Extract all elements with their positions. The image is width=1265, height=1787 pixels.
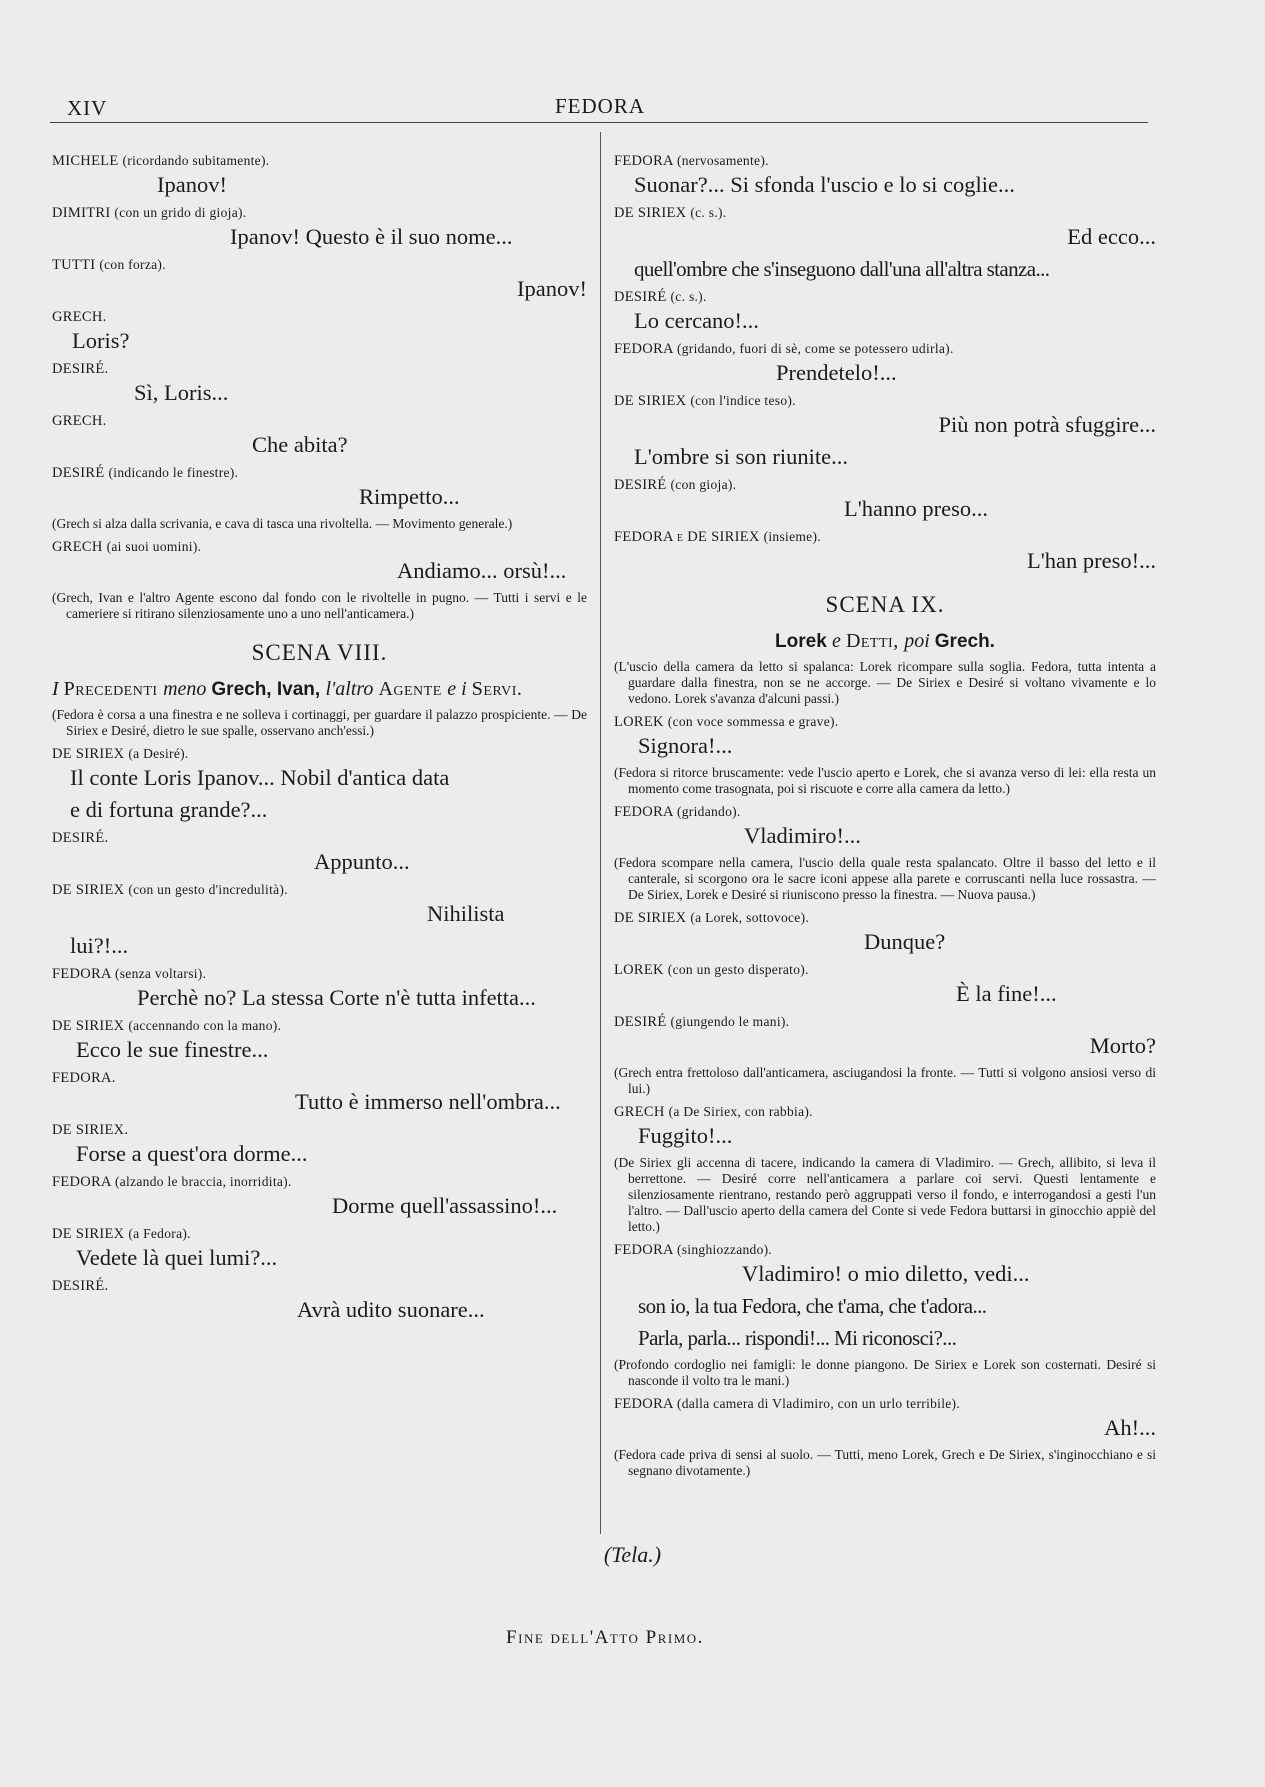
header-rule [50, 122, 1148, 123]
speaker-name: DESIRÉ [52, 465, 105, 481]
cast-part: meno [163, 678, 212, 700]
verse-line: Prendetelo!... [776, 360, 897, 385]
speaker-name: DE SIRIEX [614, 393, 687, 409]
speaker-line [52, 1121, 587, 1139]
speaker-name: DE SIRIEX [614, 205, 687, 221]
stage-direction-inline: (con un gesto disperato). [667, 962, 809, 977]
speaker-name: GRECH. [52, 309, 107, 325]
cast-part: Detti, [845, 630, 905, 652]
speaker-name: FEDORA [52, 1174, 112, 1190]
stage-direction-inline: (a Lorek, sottovoce). [690, 910, 810, 925]
stage-direction-inline: (giungendo le mani). [670, 1014, 790, 1029]
scene-heading: SCENA VIII. [251, 640, 388, 665]
verse-line: Vladimiro! o mio diletto, vedi... [742, 1261, 1030, 1286]
speaker-line [614, 1013, 1156, 1031]
stage-direction: (Grech, Ivan e l'altro Agente escono dal fondo con le rivoltelle in pugno. — Tutti i servi e le cameriere si ritirano silenziosamente uno a uno nell'anticamera.) [52, 590, 587, 621]
verse-line: Ah!... [1104, 1415, 1156, 1440]
speaker-line [52, 360, 587, 378]
verse-line: Ipanov! [157, 172, 227, 197]
verse-line: Appunto... [314, 849, 410, 874]
speaker-line [52, 152, 587, 170]
verse-line: L'ombre si son riunite... [634, 444, 849, 469]
speaker-line [614, 961, 1156, 979]
speaker-line [614, 152, 1156, 170]
cast-part: Grech, Ivan, [211, 679, 326, 700]
speaker-line [52, 881, 587, 899]
stage-direction-inline: (con gioja). [670, 477, 737, 492]
speaker-line [52, 1017, 587, 1035]
speaker-name: DIMITRI [52, 205, 111, 221]
speaker-name: DE SIRIEX [614, 910, 687, 926]
speaker-line [614, 204, 1156, 222]
speaker-line [614, 392, 1156, 410]
stage-direction-inline: (ricordando subitamente). [122, 153, 270, 168]
speaker-line [52, 308, 587, 326]
speaker-name: LOREK [614, 962, 664, 978]
stage-direction-inline: (insieme). [763, 529, 821, 544]
stage-direction-inline: (nervosamente). [676, 153, 769, 168]
stage-direction-inline: (dalla camera di Vladimiro, con un urlo terribile). [676, 1396, 961, 1411]
scene-cast [52, 678, 587, 701]
speaker-line [52, 1069, 587, 1087]
cast-part: I [52, 678, 64, 700]
speaker-line [52, 829, 587, 847]
verse-line: Tutto è immerso nell'ombra... [295, 1089, 561, 1114]
cast-part: Lorek [775, 631, 833, 652]
verse-line: e di fortuna grande?... [70, 797, 268, 822]
verse-line: Ed ecco... [1067, 224, 1156, 249]
stage-direction-inline: (con forza). [99, 257, 166, 272]
speaker-name: FEDORA [614, 804, 674, 820]
cast-part: poi [904, 630, 935, 652]
stage-direction-inline: (alzando le braccia, inorridita). [114, 1174, 292, 1189]
stage-direction: (Fedora scompare nella camera, l'uscio della quale resta spalancato. Oltre il basso del letto e il canterale, si scorgono ora le sacre iconi appese alla parete e corruscanti nella luce rossastra. — De Siriex, Lorek e Desiré si riuniscono presso la finestra. — Nuova pausa.) [614, 855, 1156, 902]
speaker-name: DESIRÉ [614, 289, 667, 305]
speaker-line [614, 1395, 1156, 1413]
column-divider [600, 132, 601, 1534]
speaker-name: FEDORA [614, 153, 674, 169]
verse-line: Parla, parla... rispondi!... Mi riconosci?... [638, 1326, 957, 1350]
speaker-name: FEDORA [614, 1396, 674, 1412]
verse-line: son io, la tua Fedora, che t'ama, che t'adora... [638, 1294, 987, 1318]
verse-line: Dunque? [864, 929, 946, 954]
stage-direction-inline: (con un grido di gioja). [114, 205, 247, 220]
speaker-line [52, 464, 587, 482]
verse-line: Perchè no? La stessa Corte n'è tutta infetta... [137, 985, 536, 1010]
speaker-name: FEDORA [614, 341, 674, 357]
verse-line: Vladimiro!... [744, 823, 861, 848]
stage-direction: (Grech si alza dalla scrivania, e cava di tasca una rivoltella. — Movimento generale.) [52, 516, 513, 531]
stage-direction-inline: (gridando, fuori di sè, come se potessero udirla). [676, 341, 954, 356]
stage-direction: (Fedora è corsa a una finestra e ne solleva i cortinaggi, per guardare il palazzo prospiciente. — De Siriex e Desiré, dietro le sue spalle, osservano anch'essi.) [52, 707, 587, 738]
verse-line: Avrà udito suonare... [297, 1297, 485, 1322]
cast-part: Servi. [471, 678, 523, 700]
stage-direction-inline: (a Desiré). [128, 746, 189, 761]
speaker-name: LOREK [614, 714, 664, 730]
speaker-line [614, 803, 1156, 821]
cast-part: Agente [378, 678, 448, 700]
speaker-line [614, 528, 1156, 546]
verse-line: Lo cercano!... [634, 308, 759, 333]
speaker-name: DESIRÉ. [52, 1278, 109, 1294]
speaker-name: DE SIRIEX [52, 1018, 125, 1034]
running-title: FEDORA [555, 94, 646, 118]
speaker-line [614, 340, 1156, 358]
scene-heading: SCENA IX. [825, 592, 945, 617]
verse-line: L'hanno preso... [844, 496, 989, 521]
speaker-line [614, 288, 1156, 306]
speaker-name: GRECH [614, 1104, 665, 1120]
speaker-line [52, 745, 587, 763]
speaker-name: FEDORA [52, 966, 112, 982]
stage-direction: (Fedora si ritorce bruscamente: vede l'uscio aperto e Lorek, che si avanza verso di lei: ella resta un momento come trasognata, poi si riscuote e corre alla camera da letto.) [614, 765, 1156, 796]
speaker-name: DE SIRIEX [52, 746, 125, 762]
stage-direction-inline: (c. s.). [690, 205, 727, 220]
verse-line: Loris? [72, 328, 130, 353]
verse-line: L'han preso!... [1026, 548, 1156, 573]
verse-line: quell'ombre che s'inseguono dall'una all'altra stanza... [634, 257, 1050, 281]
speaker-name: DESIRÉ [614, 1014, 667, 1030]
scene-cast [614, 630, 1156, 653]
stage-direction-inline: (gridando). [676, 804, 741, 819]
speaker-line [614, 1241, 1156, 1259]
verse-line: Andiamo... orsù!... [397, 558, 567, 583]
speaker-line [52, 256, 587, 274]
speaker-line [52, 412, 587, 430]
speaker-name: DE SIRIEX. [52, 1122, 129, 1138]
speaker-name: MICHELE [52, 153, 119, 169]
speaker-name: DE SIRIEX [52, 882, 125, 898]
speaker-name: GRECH. [52, 413, 107, 429]
verse-line: Suonar?... Si sfonda l'uscio e lo si coglie... [634, 172, 1015, 197]
speaker-name: GRECH [52, 539, 103, 555]
speaker-name: FEDORA e DE SIRIEX [614, 529, 760, 545]
cast-part: l'altro [325, 678, 379, 700]
stage-direction: (Profondo cordoglio nei famigli: le donne piangono. De Siriex e Lorek son costernati. Desiré si nasconde il volto tra le mani.) [614, 1357, 1156, 1388]
stage-direction: (Grech entra frettoloso dall'anticamera, asciugandosi la fronte. — Tutti si volgono ansiosi verso di lui.) [614, 1065, 1156, 1096]
speaker-line [52, 538, 587, 556]
speaker-line [52, 1225, 587, 1243]
stage-direction-inline: (c. s.). [670, 289, 707, 304]
speaker-name: FEDORA. [52, 1070, 116, 1086]
speaker-line [614, 909, 1156, 927]
verse-line: Rimpetto... [359, 484, 460, 509]
stage-direction-inline: (a De Siriex, con rabbia). [668, 1104, 813, 1119]
stage-direction-inline: (indicando le finestre). [108, 465, 239, 480]
stage-direction-inline: (singhiozzando). [676, 1242, 773, 1257]
speaker-line [614, 713, 1156, 731]
speaker-name: DE SIRIEX [52, 1226, 125, 1242]
cast-part: Precedenti [63, 678, 164, 700]
verse-line: Dorme quell'assassino!... [332, 1193, 558, 1218]
page-number: XIV [67, 96, 108, 120]
right-column [614, 152, 1156, 1485]
stage-direction-inline: (ai suoi uomini). [106, 539, 202, 554]
speaker-name: DESIRÉ. [52, 361, 109, 377]
curtain-direction: (Tela.) [603, 1542, 662, 1567]
stage-direction: (De Siriex gli accenna di tacere, indicando la camera di Vladimiro. — Grech, allibito, si leva il berrettone. — Desiré corre nell'anticamera a parlare coi servi. Questi lentamente e silenziosamente rientrano, restando però aggruppati verso il fondo, e interrogandosi a gesti l'un l'altro. — Dall'uscio aperto della camera del Conte si vede Fedora buttarsi in ginocchio appiè del letto.) [614, 1155, 1156, 1234]
speaker-name: FEDORA [614, 1242, 674, 1258]
verse-line: Signora!... [638, 733, 733, 758]
stage-direction-inline: (a Fedora). [128, 1226, 191, 1241]
verse-line: È la fine!... [956, 981, 1057, 1006]
verse-line: Fuggito!... [638, 1123, 733, 1148]
left-column [52, 152, 587, 1329]
stage-direction: (Fedora cade priva di sensi al suolo. — Tutti, meno Lorek, Grech e De Siriex, s'inginocchiano e si segnano divotamente.) [614, 1447, 1156, 1478]
verse-line: Sì, Loris... [134, 380, 229, 405]
speaker-name: DESIRÉ. [52, 830, 109, 846]
stage-direction-inline: (senza voltarsi). [114, 966, 207, 981]
speaker-line [614, 476, 1156, 494]
cast-part: Grech. [934, 631, 995, 652]
verse-line: Forse a quest'ora dorme... [76, 1141, 308, 1166]
stage-direction-inline: (con un gesto d'incredulità). [128, 882, 288, 897]
stage-direction-inline: (con l'indice teso). [690, 393, 796, 408]
end-of-act: Fine dell'Atto Primo. [506, 1627, 704, 1648]
speaker-line [52, 1173, 587, 1191]
verse-line: Che abita? [252, 432, 348, 457]
stage-direction-inline: (con voce sommessa e grave). [667, 714, 839, 729]
verse-line: Ipanov! [517, 276, 587, 301]
cast-part: e [832, 630, 846, 652]
verse-line: lui?!... [70, 933, 129, 958]
verse-line: Più non potrà sfuggire... [938, 412, 1156, 437]
stage-direction-inline: (accennando con la mano). [128, 1018, 282, 1033]
verse-line: Ecco le sue finestre... [76, 1037, 269, 1062]
speaker-name: TUTTI [52, 257, 96, 273]
speaker-line [614, 1103, 1156, 1121]
speaker-line [52, 1277, 587, 1295]
verse-line: Nihilista [427, 901, 505, 926]
verse-line: Il conte Loris Ipanov... Nobil d'antica data [70, 765, 450, 790]
stage-direction: (L'uscio della camera da letto si spalanca: Lorek ricompare sulla soglia. Fedora, tutta intenta a guardare dalla finestra, non se ne accorge. — De Siriex e Desiré si voltano vivamente e lo vedono. Lorek s'avanza d'alcuni passi.) [614, 659, 1156, 706]
verse-line: Ipanov! Questo è il suo nome... [230, 224, 513, 249]
verse-line: Morto? [1089, 1033, 1156, 1058]
verse-line: Vedete là quei lumi?... [76, 1245, 278, 1270]
speaker-line [52, 965, 587, 983]
cast-part: e i [447, 678, 472, 700]
speaker-name: DESIRÉ [614, 477, 667, 493]
speaker-line [52, 204, 587, 222]
